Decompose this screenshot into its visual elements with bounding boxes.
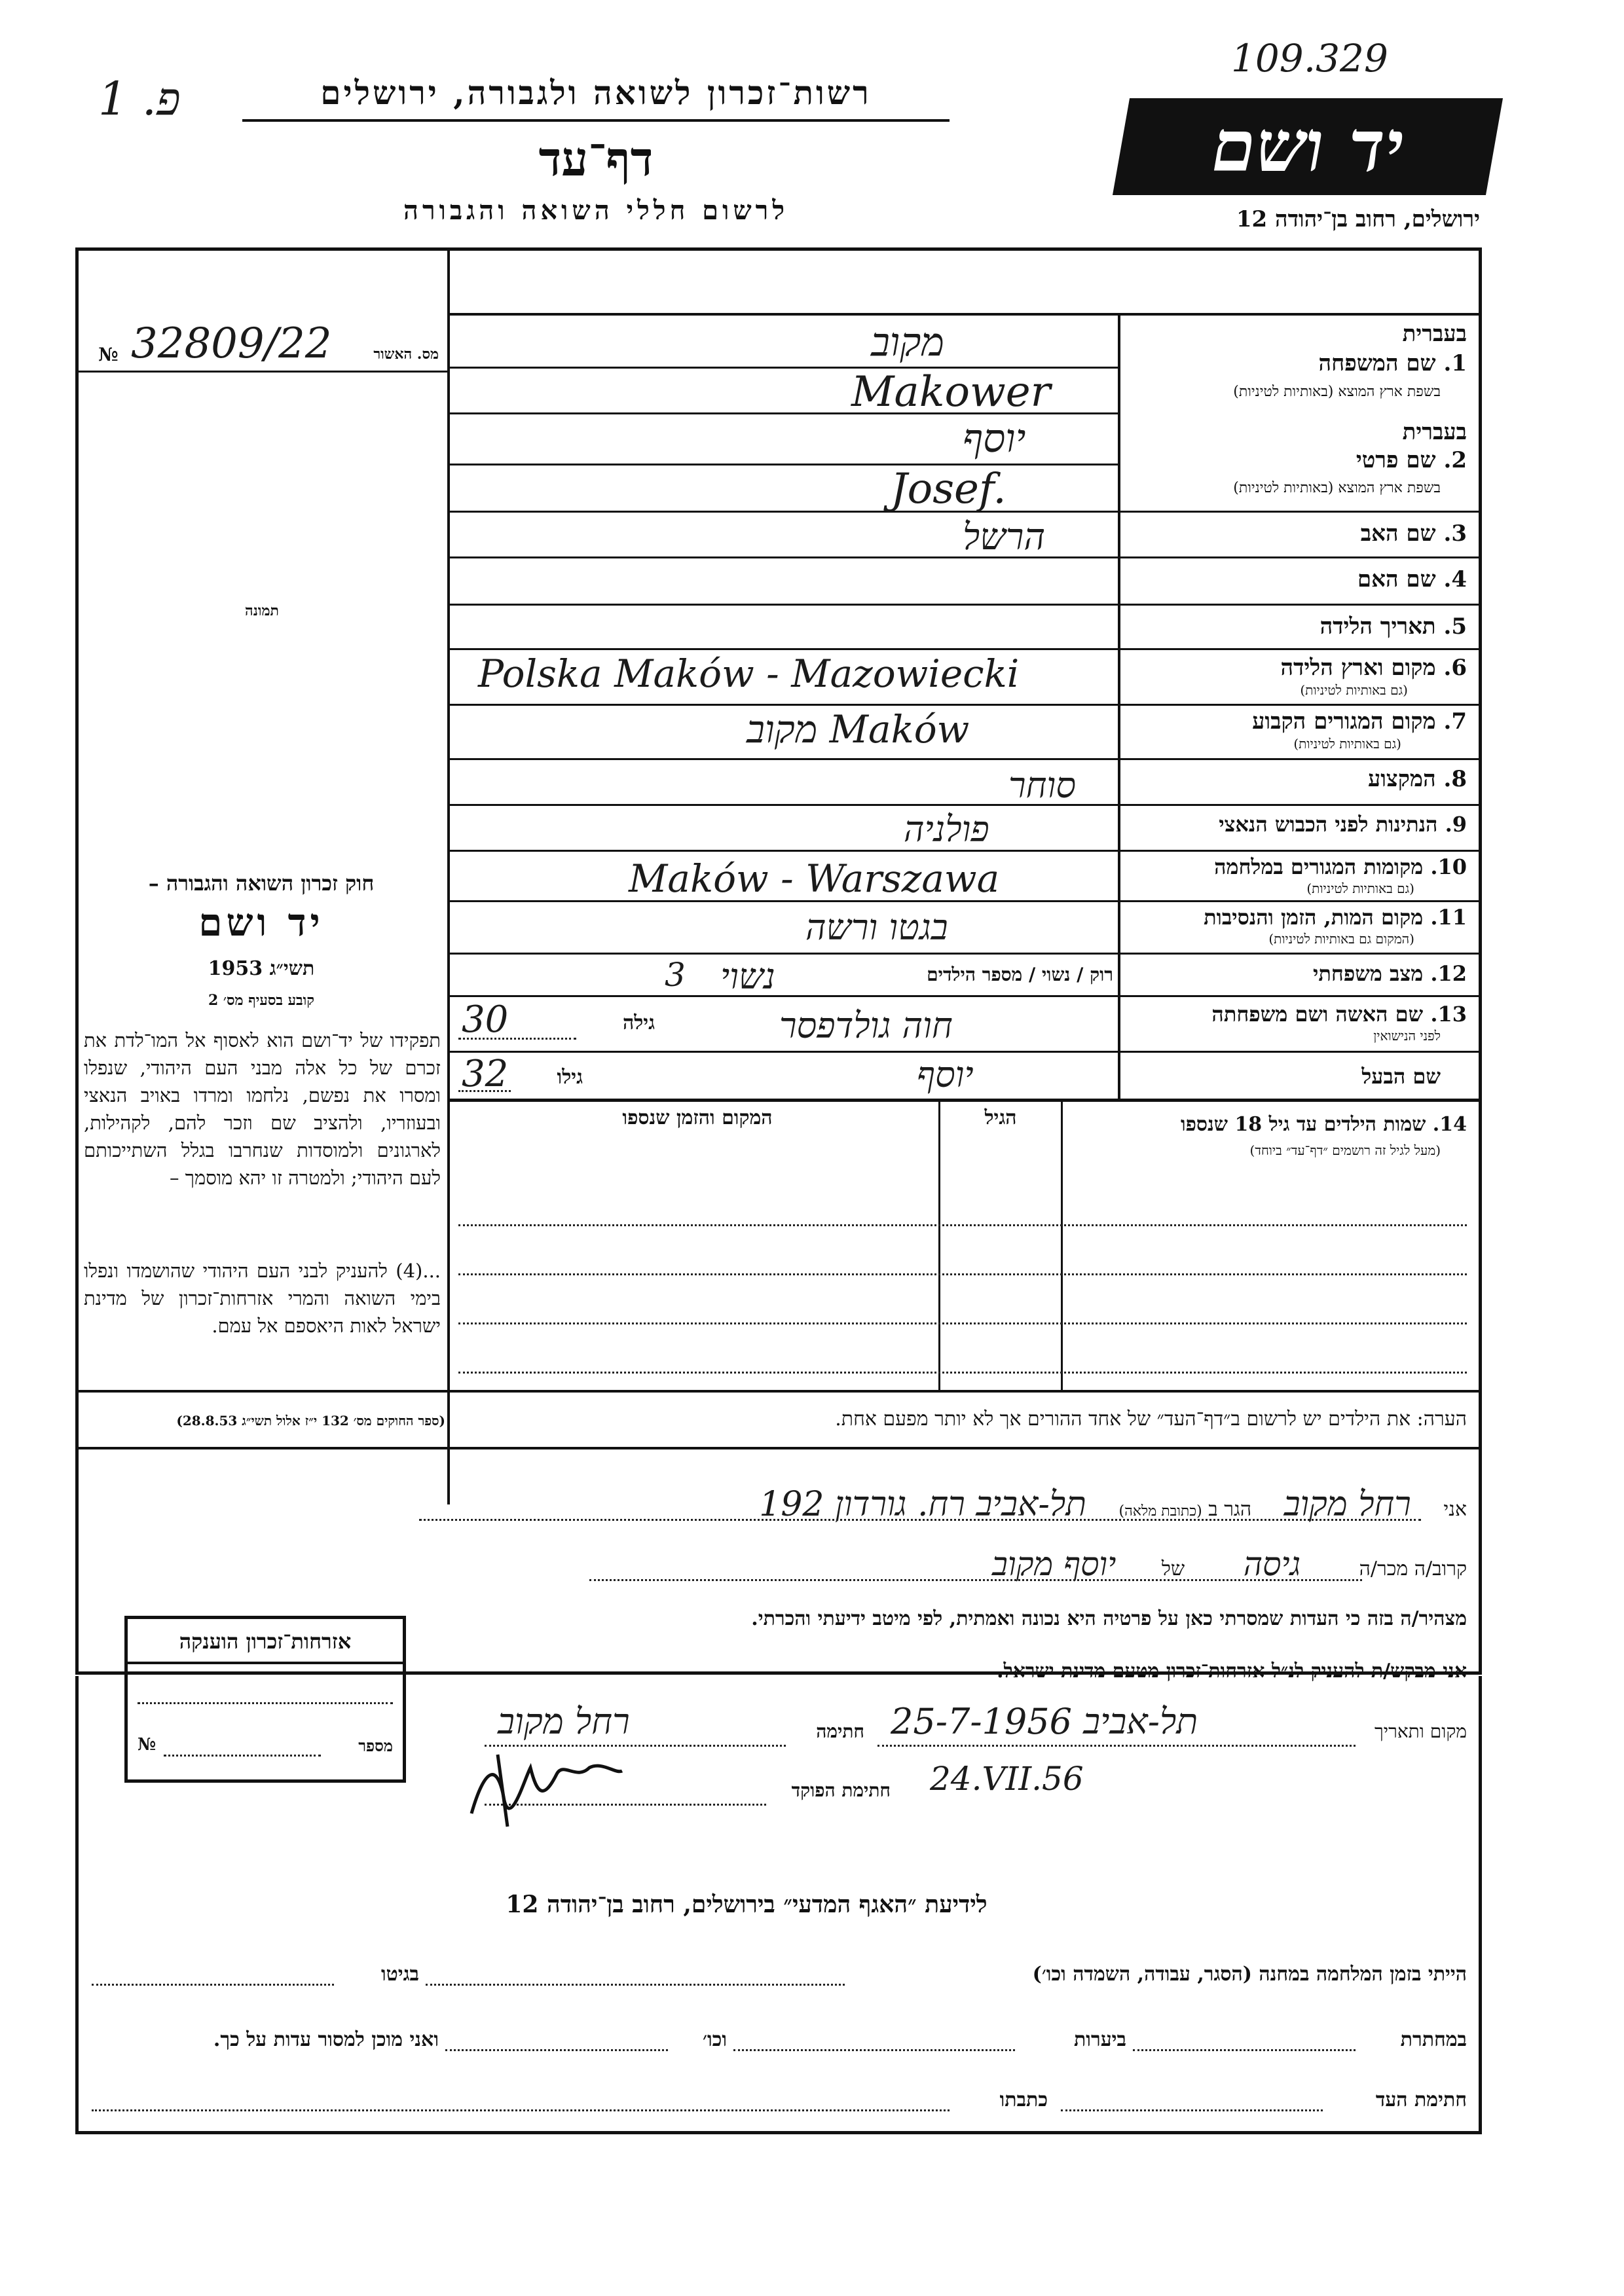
field-4-name: שם האם xyxy=(1357,566,1436,592)
field-6-label xyxy=(1126,655,1467,681)
officer-date: 24.VII.56 xyxy=(930,1760,1084,1798)
bottom-dots-2c xyxy=(445,2049,668,2051)
value-rule-8 xyxy=(447,704,1118,706)
wife-name-value: חוה גולדפסר xyxy=(779,1005,953,1046)
bottom-line-3b: כתבתו xyxy=(999,2088,1048,2111)
value-rule-3 xyxy=(447,464,1118,465)
label-rule-13 xyxy=(1118,1051,1482,1053)
citizenship-dots-2 xyxy=(164,1755,321,1757)
decl-of: של xyxy=(1161,1558,1185,1580)
field-13-sub: לפני הנישואין xyxy=(1373,1028,1441,1044)
field-9-label xyxy=(1126,812,1467,837)
field-2-name: שם פרטי xyxy=(1356,447,1436,473)
bottom-dots-2a xyxy=(1133,2049,1356,2051)
declaration-line-2 xyxy=(589,1545,1467,1583)
husband-name-value: יוסף xyxy=(917,1054,974,1095)
husband-age-dots xyxy=(458,1090,511,1092)
field-13-num: 13. xyxy=(1430,1002,1467,1027)
decl-victim-name: יוסף מקוב xyxy=(991,1545,1116,1583)
profession-value: סוחר xyxy=(1008,765,1077,806)
field-13-label xyxy=(1126,1002,1467,1027)
field-11-sub: (המקום גם באותיות לטיניות) xyxy=(1268,931,1414,947)
field-10-label xyxy=(1126,854,1467,879)
children-row-4 xyxy=(458,1372,1467,1374)
value-rule-14 xyxy=(447,995,1118,997)
bottom-line-2c: וכו׳ xyxy=(703,2028,727,2051)
archive-number: 109.329 xyxy=(1231,36,1388,81)
note-bottom-rule xyxy=(75,1447,1482,1449)
citizenship-value: פולניה xyxy=(904,809,989,850)
officer-signature-label: חתימת הפוקד xyxy=(791,1779,891,1801)
declaration-line-3: מצהיר/ה בזה כי העדות שמסרתי כאן על פרטיה היא נכונה ואמתית, לפי מיטב ידיעתי והכרתי. xyxy=(751,1607,1467,1630)
wife-age-label: גילה xyxy=(622,1011,655,1034)
law-heading: חוק זכרון השואה והגבורה – xyxy=(148,871,375,896)
field-1-lang: בעברית xyxy=(1402,321,1467,347)
children-row-3 xyxy=(458,1322,1467,1324)
left-column-divider xyxy=(447,247,450,1504)
place-date-label: מקום ותאריך xyxy=(1374,1721,1467,1742)
law-text-1: תפקידו של יד־ושם הוא לאסוף אל המו־לדת את זכרם של כל אלה מבני העם היהודי, שנפלו ומסרו את נפשם, נלחמו ומרדו באויב הנאצי ובעוזריו, ולהציב שם וזכר להם, לקהילות, לארגונים ולמוסדות שנחרבו בגלל השתייכותם לעם היהודי; ולמטרה זו יהא מוסמך – xyxy=(84,1029,441,1189)
place-date-dots xyxy=(877,1745,1356,1747)
field-2-sub: בשפת ארץ המוצא (באותיות לטיניות) xyxy=(1233,480,1441,496)
label-rule-10 xyxy=(1118,900,1482,902)
field-10-num: 10. xyxy=(1430,854,1467,879)
decl-relation-label: קרוב/ה מכר/ה xyxy=(1359,1558,1467,1580)
signature-label: חתימה xyxy=(816,1721,864,1742)
field-3-num: 3. xyxy=(1443,520,1467,547)
birthplace-value: Polska Maków - Mazowiecki xyxy=(478,651,1020,696)
field-11-num: 11. xyxy=(1430,905,1467,930)
decl-relation: גיסה xyxy=(1243,1545,1301,1583)
children-table-title: שמות הילדים עד גיל 18 שנספו xyxy=(1180,1113,1426,1136)
decl-line-1-dots xyxy=(419,1519,1421,1521)
form-subtitle: לרשום חללי השואה והגבורה xyxy=(403,195,789,226)
field-7-name: מקום המגורים הקבוע xyxy=(1252,708,1436,735)
field-13-name: שם האשה ושם משפחתה xyxy=(1211,1002,1424,1027)
label-rule-3 xyxy=(1118,556,1482,558)
field-7-num: 7. xyxy=(1443,708,1467,735)
field-4-num: 4. xyxy=(1443,566,1467,592)
authority-underline xyxy=(242,119,950,122)
marital-status-options: רוק / נשוי / מספר הילדים xyxy=(927,964,1113,985)
bottom-dots-3a xyxy=(1061,2109,1323,2111)
law-year: תשי״ג 1953 xyxy=(208,957,315,980)
father-name-value: הרשל xyxy=(963,516,1046,558)
field-11-name: מקום המות, הזמן והנסיבות xyxy=(1204,905,1424,930)
top-row-line xyxy=(447,313,1482,316)
field-1-sub: בשפת ארץ המוצא (באותיות לטיניות) xyxy=(1233,384,1441,400)
note-top-rule xyxy=(75,1390,1482,1393)
field-7-sub: (גם באותיות לטיניות) xyxy=(1293,736,1401,752)
label-rule-4 xyxy=(1118,604,1482,606)
law-text-2: ...(4) להעניק לבני העם היהודי שהושמדו ונפלו בימי השואה והמרי אזרחות־זכרון של מדינת ישראל לאות היאספם אל עמם. xyxy=(84,1260,441,1337)
margin-mark: פ. 1 xyxy=(98,72,181,126)
value-rule-4 xyxy=(447,511,1118,513)
authority-title: רשות־זכרון לשואה ולגבורה, ירושלים xyxy=(320,73,872,112)
bottom-line-1a: הייתי בזמן המלחמה במחנה (הסגר, עבודה, השמדה וכו׳) xyxy=(1032,1963,1467,1986)
decl-full-address-label: (כתובת מלאה) xyxy=(1118,1503,1202,1520)
bottom-line-2b: ביערות xyxy=(1073,2028,1126,2051)
approval-number-symbol: № xyxy=(98,344,119,365)
bottom-heading: לידיעת ״האגף המדעי״ בירושלים, רחוב בן־יהודה 12 xyxy=(506,1891,987,1918)
decl-ani: אני xyxy=(1443,1498,1467,1521)
value-rule-7 xyxy=(447,648,1118,650)
children-table-top xyxy=(447,1099,1482,1102)
bottom-frame-bottom xyxy=(75,2131,1482,2134)
field-8-name: המקצוע xyxy=(1367,766,1436,792)
yad-vashem-logo xyxy=(1113,98,1503,195)
label-rule-5 xyxy=(1118,648,1482,650)
husband-age-value: 32 xyxy=(462,1053,509,1095)
surname-hebrew: מקוב xyxy=(871,319,944,365)
field-3-label xyxy=(1126,520,1467,547)
field-2-num: 2. xyxy=(1443,447,1467,473)
field-9-num: 9. xyxy=(1445,812,1467,837)
field-1-label xyxy=(1126,350,1467,376)
field-2-label xyxy=(1126,447,1467,473)
law-citation: (ספר החוקים מס׳ 132 י״ז אלול תשי״ג 28.8.53) xyxy=(176,1413,445,1429)
value-rule-6 xyxy=(447,604,1118,606)
wife-age-value: 30 xyxy=(462,998,509,1041)
declaration-line-4: אני מבקש/ת להעניק לנ״ל אזרחות־זכרון מטעם מדינת ישראל. xyxy=(997,1660,1467,1683)
field-5-name: תאריך הלידה xyxy=(1320,613,1436,640)
children-col-age: הגיל xyxy=(984,1106,1017,1129)
firstname-hebrew: יוסף xyxy=(963,416,1026,462)
wartime-residence-value: Maków - Warszawa xyxy=(629,856,1000,901)
field-8-label xyxy=(1126,766,1467,792)
field-1-name: שם המשפחה xyxy=(1318,350,1436,376)
bottom-dots-1b xyxy=(92,1984,334,1986)
label-rule-2 xyxy=(1118,511,1482,513)
field-6-num: 6. xyxy=(1443,655,1467,681)
citizenship-number-symbol: № xyxy=(138,1735,157,1755)
address: ירושלים, רחוב בן־יהודה 12 xyxy=(1236,206,1480,232)
field-7-label xyxy=(1126,708,1467,735)
decl-name: רחל מקוב xyxy=(1283,1485,1411,1524)
approval-divider xyxy=(75,371,449,373)
logo-text: יד ושם xyxy=(1211,105,1404,188)
field-5-label xyxy=(1126,613,1467,640)
field-8-num: 8. xyxy=(1443,766,1467,792)
approval-number-label: מס. האשור xyxy=(373,346,439,363)
label-rule-7 xyxy=(1118,758,1482,760)
approval-number-value: 32809/22 xyxy=(131,319,332,368)
label-rule-9 xyxy=(1118,850,1482,852)
place-date-value: תל-אביב 25-7-1956 xyxy=(891,1701,1198,1742)
marital-status-value: נשוי xyxy=(720,956,775,997)
bottom-line-3a: חתימת העד xyxy=(1375,2088,1467,2111)
children-col-divider-2 xyxy=(938,1099,940,1390)
bottom-dots-3b xyxy=(92,2109,950,2111)
children-row-2 xyxy=(458,1273,1467,1275)
bottom-frame-right xyxy=(1479,1676,1482,2134)
field-10-name: מקומות המגורים במלחמה xyxy=(1214,854,1424,879)
value-rule-15 xyxy=(447,1051,1118,1053)
form-title: דף־עד xyxy=(538,131,654,187)
bottom-line-2d: ואני מוכן למסור עדות על כך. xyxy=(213,2028,439,2051)
label-rule-6 xyxy=(1118,704,1482,706)
field-11-label xyxy=(1126,905,1467,930)
label-rule-8 xyxy=(1118,804,1482,806)
field-2-lang: בעברית xyxy=(1402,419,1467,445)
law-section: קובע בסעיף מס׳ 2 xyxy=(208,992,315,1009)
citizenship-dots-1 xyxy=(138,1702,393,1704)
bottom-frame-left xyxy=(75,1676,79,2134)
bottom-dots-2b xyxy=(733,2049,1015,2051)
decl-line-2-dots xyxy=(589,1579,1362,1581)
citizenship-box-title: אזרחות־זכרון הוענקה xyxy=(179,1629,352,1654)
field-9-name: הנתינות לפני הכבוש הנאצי xyxy=(1219,812,1438,837)
note-text: הערה: את הילדים יש לרשום ב״דף־העד״ של אחד ההורים אך לא יותר מפעם אחת. xyxy=(835,1408,1467,1430)
photo-label: תמונה xyxy=(245,602,279,619)
field-10-sub: (גם באותיות לטיניות) xyxy=(1306,881,1414,896)
field-12-name: מצב משפחתי xyxy=(1313,961,1424,986)
children-col-divider-1 xyxy=(1061,1099,1063,1390)
field-1-num: 1. xyxy=(1443,350,1467,376)
death-place-value: בגטו ורשה xyxy=(805,907,948,948)
bottom-line-2a: במחתרת xyxy=(1400,2028,1467,2051)
children-table-sub: (מעל לגיל זה רושמים ״דף־עד״ ביוחד) xyxy=(1249,1142,1441,1158)
field-6-sub: (גם באותיות לטיניות) xyxy=(1300,682,1408,698)
declaration-line-1 xyxy=(419,1485,1467,1524)
field-5-num: 5. xyxy=(1443,613,1467,640)
value-rule-9 xyxy=(447,758,1118,760)
field-3-name: שם האב xyxy=(1360,520,1436,547)
decl-address: תל-אביב רח. גורדון 192 xyxy=(759,1485,1086,1524)
officer-signature-scribble xyxy=(458,1741,629,1833)
children-table-label xyxy=(1074,1113,1467,1136)
children-table-num: 14. xyxy=(1432,1113,1467,1136)
bottom-line-1b: בגיטו xyxy=(380,1963,419,1986)
citizenship-number-label: מספר xyxy=(358,1736,393,1755)
residence-value: מקוב Maków xyxy=(747,707,970,752)
field-6-name: מקום וארץ הלידה xyxy=(1280,655,1436,681)
firstname-latin: Josef. xyxy=(891,465,1006,513)
husband-age-label: גילו xyxy=(557,1066,583,1089)
label-rule-11 xyxy=(1118,953,1482,955)
label-column-divider xyxy=(1118,313,1120,1099)
children-count-value: 3 xyxy=(665,956,686,994)
bottom-dots-1 xyxy=(426,1984,845,1986)
citizenship-box-rule xyxy=(124,1662,406,1664)
children-col-place: המקום והזמן שנספו xyxy=(622,1106,773,1129)
signature-value: רחל מקוב xyxy=(498,1701,630,1742)
value-rule-11 xyxy=(447,850,1118,852)
field-4-label xyxy=(1126,566,1467,592)
value-rule-13 xyxy=(447,953,1118,955)
label-rule-12 xyxy=(1118,995,1482,997)
surname-latin: Makower xyxy=(851,368,1051,416)
field-12-num: 12. xyxy=(1430,961,1467,986)
field-husband-label: שם הבעל xyxy=(1361,1064,1441,1089)
field-12-label xyxy=(1126,961,1467,986)
wife-age-dots xyxy=(458,1038,576,1040)
children-row-1 xyxy=(458,1224,1467,1226)
decl-lives-in: הגר ב xyxy=(1208,1498,1252,1521)
law-name: יד ושם xyxy=(198,900,324,945)
